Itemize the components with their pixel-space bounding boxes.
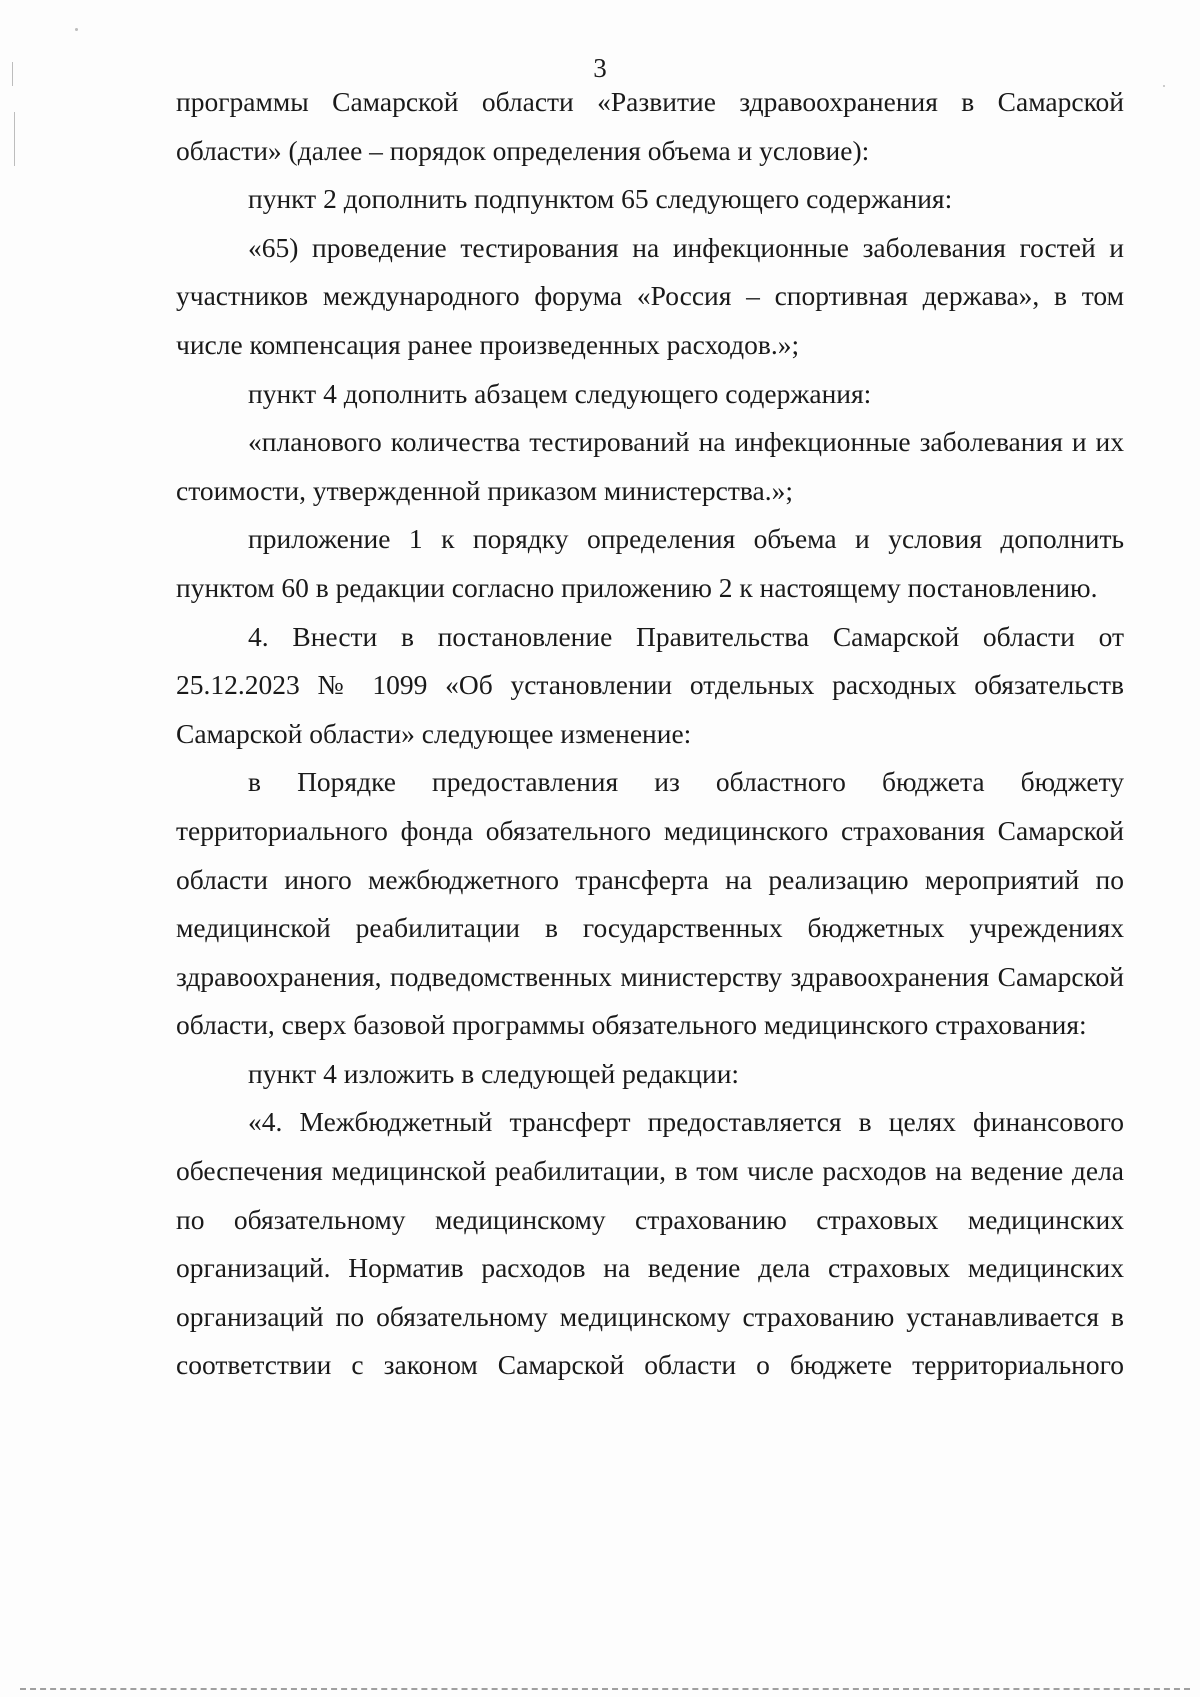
paragraph-section-4: 4. Внести в постановление Правительства Самарской области от 25.12.2023 № 1099 «Об установлении отдельных расходных обязательств Самарской области» следующее изменение: (176, 620, 1124, 749)
paragraph-interbudget-transfer: «4. Межбюджетный трансферт предоставляется в целях финансового обеспечения медицинской реабилитации, в том числе расходов на ведение дела по обязательному медицинскому страхованию страховых медицинских организаций. Норматив расходов на ведение дела страховых медицинских организаций по обязательному медицинскому страхованию устанавливается в соответствии с законом Самарской области о бюджете территориального (176, 1106, 1124, 1381)
scan-speck (12, 62, 13, 86)
page-number: 3 (593, 53, 607, 83)
scan-speck (14, 112, 15, 166)
scan-edge-line (20, 1688, 1190, 1690)
paragraph-continuation: программы Самарской области «Развитие здравоохранения в Самарской области» (далее – порядок определения объема и условие): (176, 86, 1124, 166)
paragraph-subpoint-65: «65) проведение тестирования на инфекционные заболевания гостей и участников международного форума «Россия – спортивная держава», в том числе компенсация ранее произведенных расходов.»; (176, 231, 1124, 360)
paragraph-planned-tests: «планового количества тестирований на инфекционные заболевания и их стоимости, утвержденной приказом министерства.»; (176, 426, 1124, 506)
paragraph-procedure: в Порядке предоставления из областного бюджета бюджету территориального фонда обязательного медицинского страхования Самарской области иного межбюджетного трансферта на реализацию мероприятий по медицинской реабилитации в государственных бюджетных учреждениях здравоохранения, подведомственных министерству здравоохранения Самарской области, сверх базовой программы обязательного медицинского страхования: (176, 766, 1124, 1041)
scan-speck (1163, 85, 1165, 87)
document-body (176, 78, 1124, 1390)
paragraph-appendix-1: приложение 1 к порядку определения объема и условия дополнить пунктом 60 в редакции согласно приложению 2 к настоящему постановлению. (176, 523, 1124, 603)
paragraph-point-4-amendment: пункт 4 дополнить абзацем следующего содержания: (248, 377, 872, 409)
paragraph-point-4-new-wording: пункт 4 изложить в следующей редакции: (248, 1057, 740, 1089)
paragraph-point-2-amendment: пункт 2 дополнить подпунктом 65 следующего содержания: (248, 183, 953, 215)
scan-speck (75, 28, 78, 31)
